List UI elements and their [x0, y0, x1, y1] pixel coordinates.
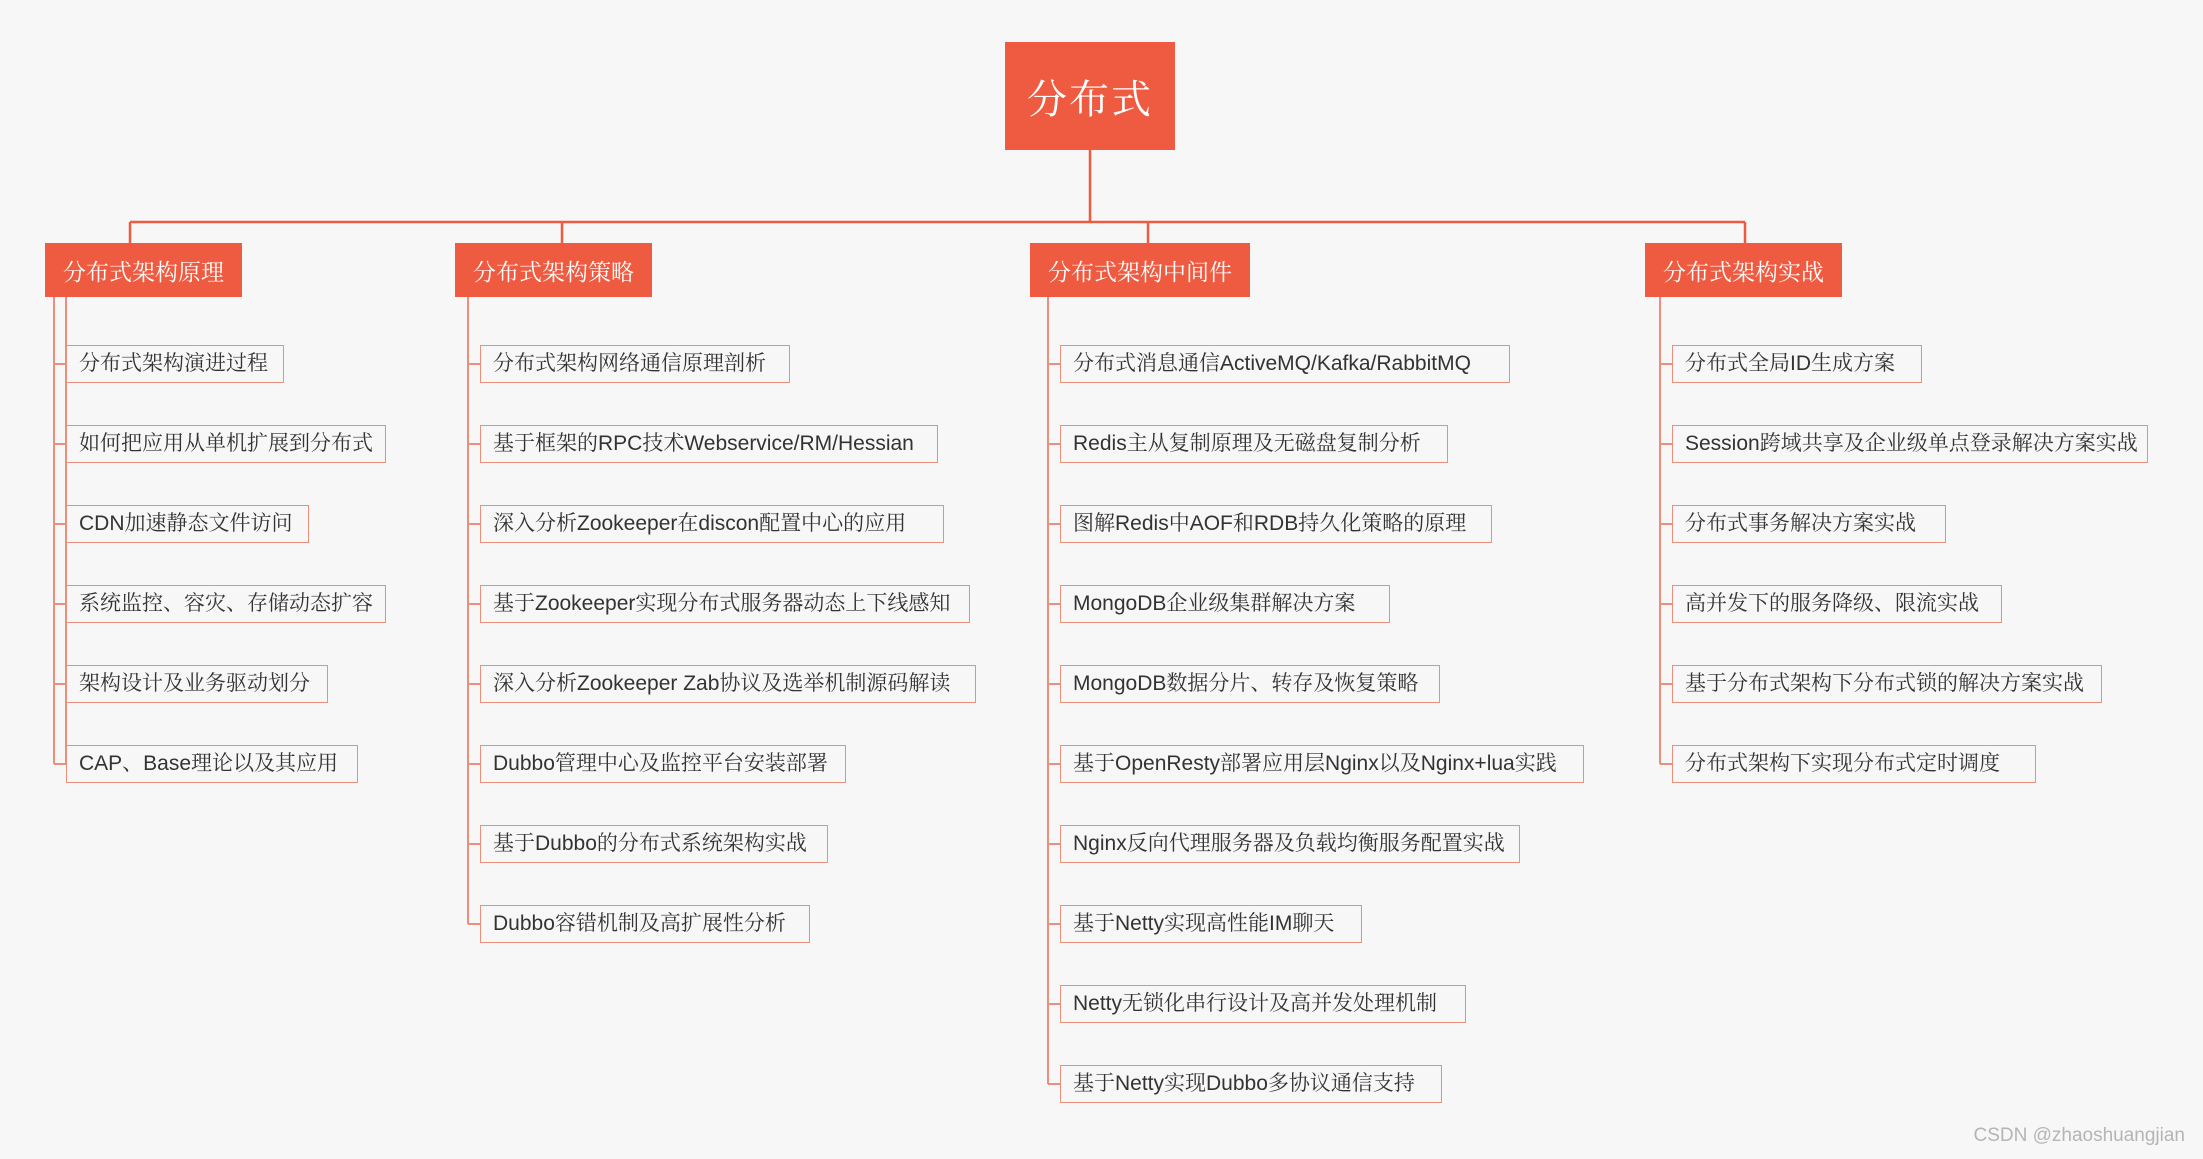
leaf-node[interactable] [66, 585, 386, 623]
leaf-label: 架构设计及业务驱动划分 [79, 672, 310, 695]
leaf-node[interactable] [66, 745, 358, 783]
branch-node-4[interactable] [1645, 243, 1842, 297]
watermark: CSDN @zhaoshuangjian [1973, 1125, 2185, 1146]
leaf-label: 深入分析Zookeeper Zab协议及选举机制源码解读 [493, 672, 951, 695]
leaf-node[interactable] [480, 505, 944, 543]
leaf-node[interactable] [1672, 425, 2148, 463]
leaf-label: 分布式架构演进过程 [79, 352, 268, 375]
leaf-label: 深入分析Zookeeper在discon配置中心的应用 [493, 512, 907, 535]
leaf-node[interactable] [1672, 585, 2002, 623]
leaf-node[interactable] [1060, 825, 1520, 863]
leaf-node[interactable] [1672, 505, 1946, 543]
leaf-node[interactable] [480, 665, 976, 703]
leaf-node[interactable] [1672, 665, 2102, 703]
leaf-node[interactable] [480, 825, 828, 863]
branch-node-2[interactable] [455, 243, 652, 297]
root-node[interactable] [1005, 42, 1175, 150]
leaf-label: 分布式全局ID生成方案 [1685, 352, 1895, 375]
leaf-node[interactable] [480, 905, 810, 943]
leaf-node[interactable] [1060, 585, 1390, 623]
leaf-label: 基于Netty实现Dubbo多协议通信支持 [1073, 1072, 1415, 1095]
leaf-label: Dubbo容错机制及高扩展性分析 [493, 912, 786, 935]
leaf-label: 系统监控、容灾、存储动态扩容 [79, 592, 373, 615]
leaf-node[interactable] [480, 745, 846, 783]
leaf-label: 分布式事务解决方案实战 [1685, 512, 1916, 535]
leaf-label: Session跨域共享及企业级单点登录解决方案实战 [1685, 432, 2138, 455]
branch-node-2-label: 分布式架构策略 [473, 258, 634, 285]
leaf-label: 基于分布式架构下分布式锁的解决方案实战 [1685, 672, 2084, 695]
leaf-label: 基于框架的RPC技术Webservice/RM/Hessian [493, 432, 914, 455]
leaf-node[interactable] [480, 425, 938, 463]
leaf-node[interactable] [1060, 905, 1362, 943]
root-node-label: 分布式 [1027, 77, 1153, 122]
branch-node-3[interactable] [1030, 243, 1250, 297]
leaf-node[interactable] [66, 425, 386, 463]
leaf-label: 分布式消息通信ActiveMQ/Kafka/RabbitMQ [1073, 352, 1471, 375]
branch-node-3-label: 分布式架构中间件 [1048, 258, 1232, 285]
leaf-label: 高并发下的服务降级、限流实战 [1685, 592, 1979, 615]
leaf-node[interactable] [1060, 665, 1440, 703]
leaf-label: 分布式架构下实现分布式定时调度 [1685, 752, 2000, 775]
leaf-label: 如何把应用从单机扩展到分布式 [79, 432, 373, 455]
leaf-node[interactable] [1060, 985, 1466, 1023]
leaf-node[interactable] [1060, 425, 1448, 463]
leaf-label: 图解Redis中AOF和RDB持久化策略的原理 [1073, 512, 1467, 535]
leaf-node[interactable] [1060, 1065, 1442, 1103]
leaf-label: MongoDB数据分片、转存及恢复策略 [1073, 672, 1419, 695]
leaf-label: 基于Netty实现高性能IM聊天 [1073, 912, 1335, 935]
leaf-label: 基于OpenResty部署应用层Nginx以及Nginx+lua实践 [1073, 752, 1557, 775]
leaf-label: CDN加速静态文件访问 [79, 512, 293, 535]
leaf-label: 基于Zookeeper实现分布式服务器动态上下线感知 [493, 592, 951, 615]
leaf-node[interactable] [66, 505, 309, 543]
leaf-label: 基于Dubbo的分布式系统架构实战 [493, 832, 807, 855]
leaf-node[interactable] [1060, 345, 1510, 383]
leaf-label: CAP、Base理论以及其应用 [79, 752, 339, 775]
leaf-node[interactable] [480, 585, 970, 623]
leaf-label: Redis主从复制原理及无磁盘复制分析 [1073, 432, 1421, 455]
leaf-label: Nginx反向代理服务器及负载均衡服务配置实战 [1073, 832, 1505, 855]
leaf-label: 分布式架构网络通信原理剖析 [493, 352, 766, 375]
branch-node-4-label: 分布式架构实战 [1663, 258, 1824, 285]
leaf-node[interactable] [66, 345, 284, 383]
leaf-node[interactable] [1060, 745, 1584, 783]
leaf-node[interactable] [66, 665, 328, 703]
leaf-label: Dubbo管理中心及监控平台安装部署 [493, 752, 828, 775]
branch-node-1[interactable] [45, 243, 242, 297]
leaf-node[interactable] [1672, 345, 1922, 383]
leaf-node[interactable] [1060, 505, 1492, 543]
leaf-label: Netty无锁化串行设计及高并发处理机制 [1073, 992, 1438, 1015]
leaf-node[interactable] [1672, 745, 2036, 783]
leaf-node[interactable] [480, 345, 790, 383]
leaf-label: MongoDB企业级集群解决方案 [1073, 592, 1356, 615]
branch-node-1-label: 分布式架构原理 [63, 258, 224, 285]
